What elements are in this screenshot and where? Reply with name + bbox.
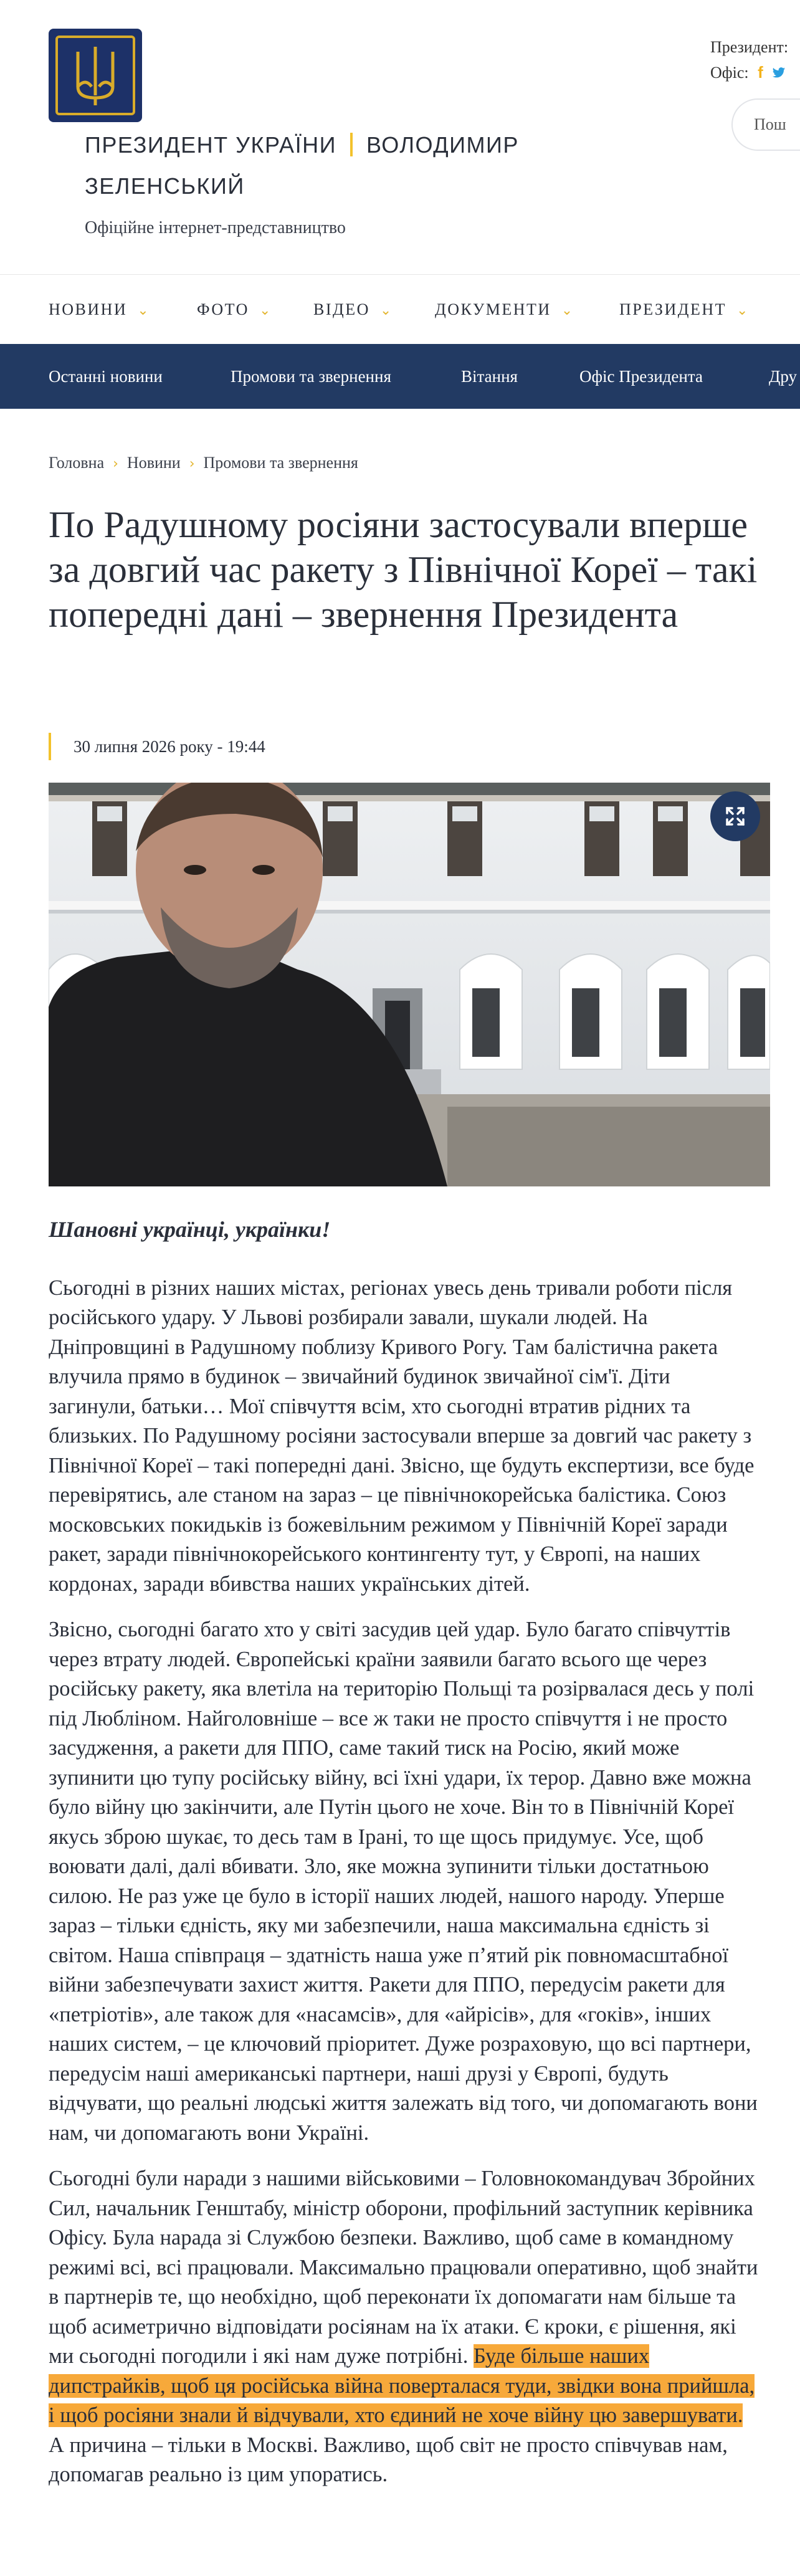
site-name-part2: ВОЛОДИМИР ЗЕЛЕНСЬКИЙ	[85, 132, 519, 199]
site-name[interactable]	[85, 125, 540, 207]
chevron-right-icon: ›	[189, 456, 195, 472]
nav-label: ПРЕЗИДЕНТ	[619, 300, 727, 318]
sub-navigation	[0, 344, 800, 409]
breadcrumb-home[interactable]: Головна	[49, 454, 105, 472]
expand-photo-button[interactable]	[710, 791, 760, 841]
chevron-down-icon: ⌄	[137, 303, 151, 318]
social-links	[710, 35, 788, 85]
subnav-more[interactable]: Дру	[769, 367, 798, 386]
site-subtitle: Офіційне інтернет-представництво	[85, 218, 346, 237]
article-paragraph-2: Звісно, сьогодні багато хто у світі засудив цей удар. Було багато співчуттів через втрату людей. Європейські країни заявили багато всього ще через російську ракету, яка влетіла на територію Польщі та розірвалася десь у полі під Люблінoм. Найголовніше – все ж таки не просто співчуття і не просто засудження, а ракети для ППО, саме такий тиск на Росію, який може зупинити цю тупу російську війну, всі їхні удари, їх терор. Давно вже можна було війну цю закінчити, але Путін цього не хоче. Він то в Північній Кореї якусь зброю шукає, то десь там в Ірані, то ще щось придумує. Усе, щоб воювати далі, далі вбивати. Зло, яке можна зупинити тільки достатньою силою. Не раз уже це було в історії наших людей, нашого народу. Уперше зараз – тільки єдність, яку ми забезпечили, наша максимальна єдність зі світом. Наша співпраця – здатність наша уже п’ятий рік повномасштабної війни забезпечувати захист життя. Ракети для ППО, передусім ракети для «петріотів», але також для «насамсів», для «айрісів», для «гоків», інших наших систем, – це ключовий пріоритет. Дуже розраховую, що всі партнери, передусім наші американські партнери, наші друзі у Європі, будуть відчувати, що реальні людські життя залежать від того, чи допомагають вони нам, чи допомагають вони Україні.	[49, 1618, 758, 2145]
breadcrumb	[49, 454, 358, 472]
nav-item-photo[interactable]	[197, 275, 272, 345]
trident-icon	[70, 43, 120, 108]
subnav-greetings[interactable]: Вітання	[461, 367, 518, 386]
paragraph-3-start: Сьогодні були наради з нашими військовими – Головнокомандувач Збройних Сил, начальник Генштабу, міністр оборони, профільний заступник керівника Офісу. Була нарада зі Службою безпеки. Важливо, щоб саме в командному режимі всі, всі працювали. Максимально працювали оперативно, щоб знайти в партнерів те, що необхідно, щоб переконати їх допомагати нам більше та щоб асиметрично відповідати росіянам на їх атаки. Є кроки, є рішення, які ми сьогодні погодили і які нам дуже потрібні.	[49, 2167, 758, 2368]
office-social-row	[710, 60, 788, 85]
article-paragraph-3	[49, 2164, 759, 2490]
coat-of-arms-logo[interactable]	[49, 29, 142, 122]
search-input[interactable]: Пош	[731, 98, 800, 151]
president-photo-illustration	[49, 783, 770, 1186]
highlighted-text: Буде більше наших дипстрайків, щоб ця російська війна поверталася туди, звідки вона прийшла, і щоб росіяни знали й відчували, хто єдиний не хоче війну цю завершувати.	[49, 2344, 755, 2427]
facebook-icon[interactable]: f	[758, 63, 763, 82]
subnav-office[interactable]: Офіс Президента	[579, 367, 703, 386]
page-title: По Радушному росіяни застосували вперше за довгий час ракету з Північної Кореї – такі попередні дані – звернення Президента	[49, 504, 758, 635]
site-name-separator	[350, 133, 353, 156]
subnav-speeches[interactable]: Промови та звернення	[231, 367, 391, 386]
nav-label: ВІДЕО	[313, 300, 370, 318]
office-label: Офіс:	[710, 64, 749, 82]
article-paragraph-1: Сьогодні в різних наших містах, регіонах увесь день тривали роботи після російського удару. У Львові розбирали завали, шукали людей. На Дніпровщині в Радушному поблизу Кривого Рогу. Там балістична ракета влучила прямо в будинок – звичайний будинок звичайної сім'ї. Діти загинули, батьки… Мої співчуття всім, хто сьогодні втратив рідних та близьких. По Радушному росіяни застосували вперше за довгий час ракету з Північної Кореї – такі попередні дані. Звісно, ще будуть експертизи, все буде перевірятись, але станом на зараз – це північнокорейська балістика. Союз московських покидьків із божевільним режимом у Північній Кореї заради ракет, заради північнокорейського контингенту тут, у Європі, на наших кордонах, заради вбивства наших українських дітей.	[49, 1276, 755, 1596]
chevron-right-icon: ›	[113, 456, 118, 472]
paragraph-3-end: А причина – тільки в Москві. Важливо, щоб світ не просто співчував нам, допомагав реально із цим упоратись.	[49, 2433, 728, 2486]
chevron-down-icon: ⌄	[379, 303, 393, 318]
nav-item-news[interactable]	[49, 275, 150, 345]
article-body	[49, 1215, 759, 2506]
subnav-latest-news[interactable]: Останні новини	[49, 367, 163, 386]
chevron-down-icon: ⌄	[736, 303, 750, 318]
twitter-icon[interactable]	[772, 63, 786, 82]
site-name-part1: ПРЕЗИДЕНТ УКРАЇНИ	[85, 132, 336, 158]
expand-icon	[725, 806, 746, 827]
logo-frame	[55, 36, 135, 115]
nav-label: ДОКУМЕНТИ	[435, 300, 551, 318]
chevron-down-icon: ⌄	[561, 303, 574, 318]
nav-item-documents[interactable]	[435, 275, 574, 345]
chevron-down-icon: ⌄	[259, 303, 272, 318]
publish-date: 30 липня 2026 року - 19:44	[49, 733, 265, 760]
article-greeting: Шановні українці, українки!	[49, 1217, 331, 1242]
president-label: Президент:	[710, 38, 789, 56]
nav-item-president[interactable]	[619, 275, 750, 345]
site-header	[0, 0, 800, 274]
main-navigation	[0, 274, 800, 344]
breadcrumb-speeches[interactable]: Промови та звернення	[203, 454, 358, 472]
nav-label: ФОТО	[197, 300, 249, 318]
nav-item-video[interactable]	[313, 275, 393, 345]
president-social-row	[710, 35, 788, 60]
nav-label: НОВИНИ	[49, 300, 128, 318]
article-photo[interactable]	[49, 783, 770, 1186]
breadcrumb-news[interactable]: Новини	[126, 454, 181, 472]
